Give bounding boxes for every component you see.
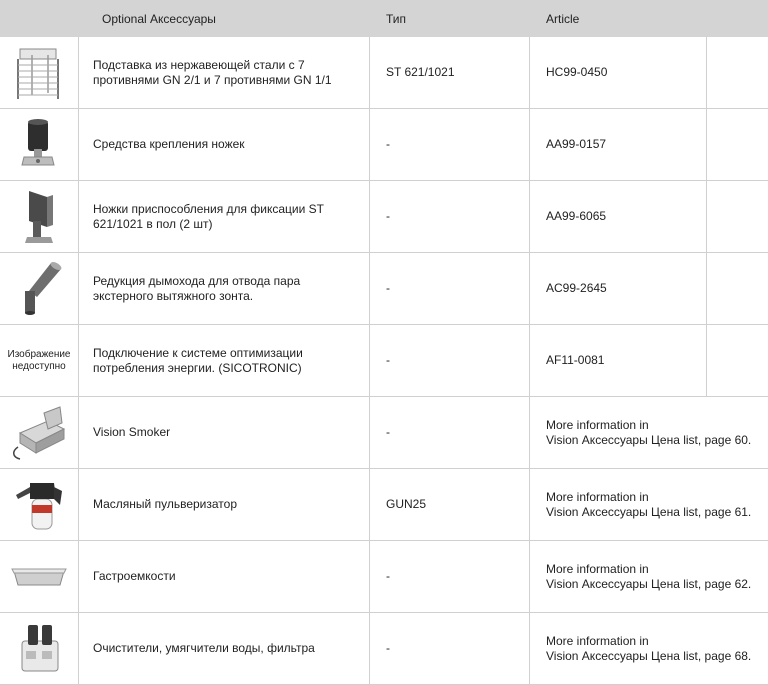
product-name: Подключение к системе оптимизации потребления энергии. (SICOTRONIC) (79, 325, 370, 396)
gastronorm-tray-icon (8, 557, 70, 597)
product-name: Очистители, умягчители воды, фильтра (79, 613, 370, 684)
product-image (0, 181, 79, 252)
price-list-reference: Vision Аксессуары Цена list, page 62. (546, 576, 752, 591)
product-type: - (370, 397, 530, 468)
product-article: AA99-6065 (530, 181, 707, 252)
product-type: - (370, 109, 530, 180)
product-name: Редукция дымохода для отвода пара экстерного вытяжного зонта. (79, 253, 370, 324)
empty-cell (707, 253, 768, 324)
more-info-line: More information in (546, 489, 649, 504)
product-type: - (370, 541, 530, 612)
table-row (0, 541, 768, 613)
vision-smoker-icon (8, 403, 70, 463)
price-list-reference: Vision Аксессуары Цена list, page 60. (546, 432, 752, 447)
header-optional-accessories: Optional Аксессуары (102, 11, 216, 26)
header-article: Article (546, 11, 580, 26)
product-name: Гастроемкости (79, 541, 370, 612)
product-image (0, 541, 79, 612)
product-type: GUN25 (370, 469, 530, 540)
price-list-reference: Vision Аксессуары Цена list, page 68. (546, 648, 752, 663)
product-article: AF11-0081 (530, 325, 707, 396)
product-image (0, 397, 79, 468)
product-article: AA99-0157 (530, 109, 707, 180)
table-row (0, 37, 768, 109)
floor-bracket-icon (17, 187, 61, 247)
table-row (0, 109, 768, 181)
table-row (0, 397, 768, 469)
table-row (0, 469, 768, 541)
empty-cell (707, 109, 768, 180)
product-name: Подставка из нержавеющей стали с 7 противнями GN 2/1 и 7 противнями GN 1/1 (79, 37, 370, 108)
product-image (0, 253, 79, 324)
water-filter-icon (10, 619, 68, 679)
product-article: HC99-0450 (530, 37, 707, 108)
product-image (0, 325, 79, 396)
product-name: Масляный пульверизатор (79, 469, 370, 540)
empty-cell (707, 181, 768, 252)
more-info-line: More information in (546, 633, 649, 648)
more-info (530, 613, 768, 684)
product-name: Средства крепления ножек (79, 109, 370, 180)
table-row (0, 325, 768, 397)
product-article: AC99-2645 (530, 253, 707, 324)
empty-cell (707, 325, 768, 396)
more-info (530, 397, 768, 468)
table-header (0, 0, 768, 37)
header-type: Тип (386, 11, 407, 26)
product-image (0, 109, 79, 180)
product-image (0, 469, 79, 540)
product-type: - (370, 181, 530, 252)
table-row (0, 253, 768, 325)
more-info-line: More information in (546, 417, 649, 432)
chimney-reducer-icon (11, 259, 67, 319)
product-type: - (370, 253, 530, 324)
table-row (0, 613, 768, 685)
more-info (530, 541, 768, 612)
product-type: - (370, 613, 530, 684)
more-info-line: More information in (546, 561, 649, 576)
product-name: Ножки приспособления для фиксации ST 621/1021 в пол (2 шт) (79, 181, 370, 252)
product-name: Vision Smoker (79, 397, 370, 468)
product-type: ST 621/1021 (370, 37, 530, 108)
empty-cell (707, 37, 768, 108)
foot-mount-icon (14, 115, 64, 175)
oil-sprayer-icon (10, 475, 68, 535)
more-info (530, 469, 768, 540)
image-unavailable-label: Изображение недоступно (7, 348, 71, 372)
product-type: - (370, 325, 530, 396)
table-row (0, 181, 768, 253)
price-list-reference: Vision Аксессуары Цена list, page 61. (546, 504, 752, 519)
product-image (0, 613, 79, 684)
stainless-rack-icon (10, 43, 68, 103)
product-image (0, 37, 79, 108)
